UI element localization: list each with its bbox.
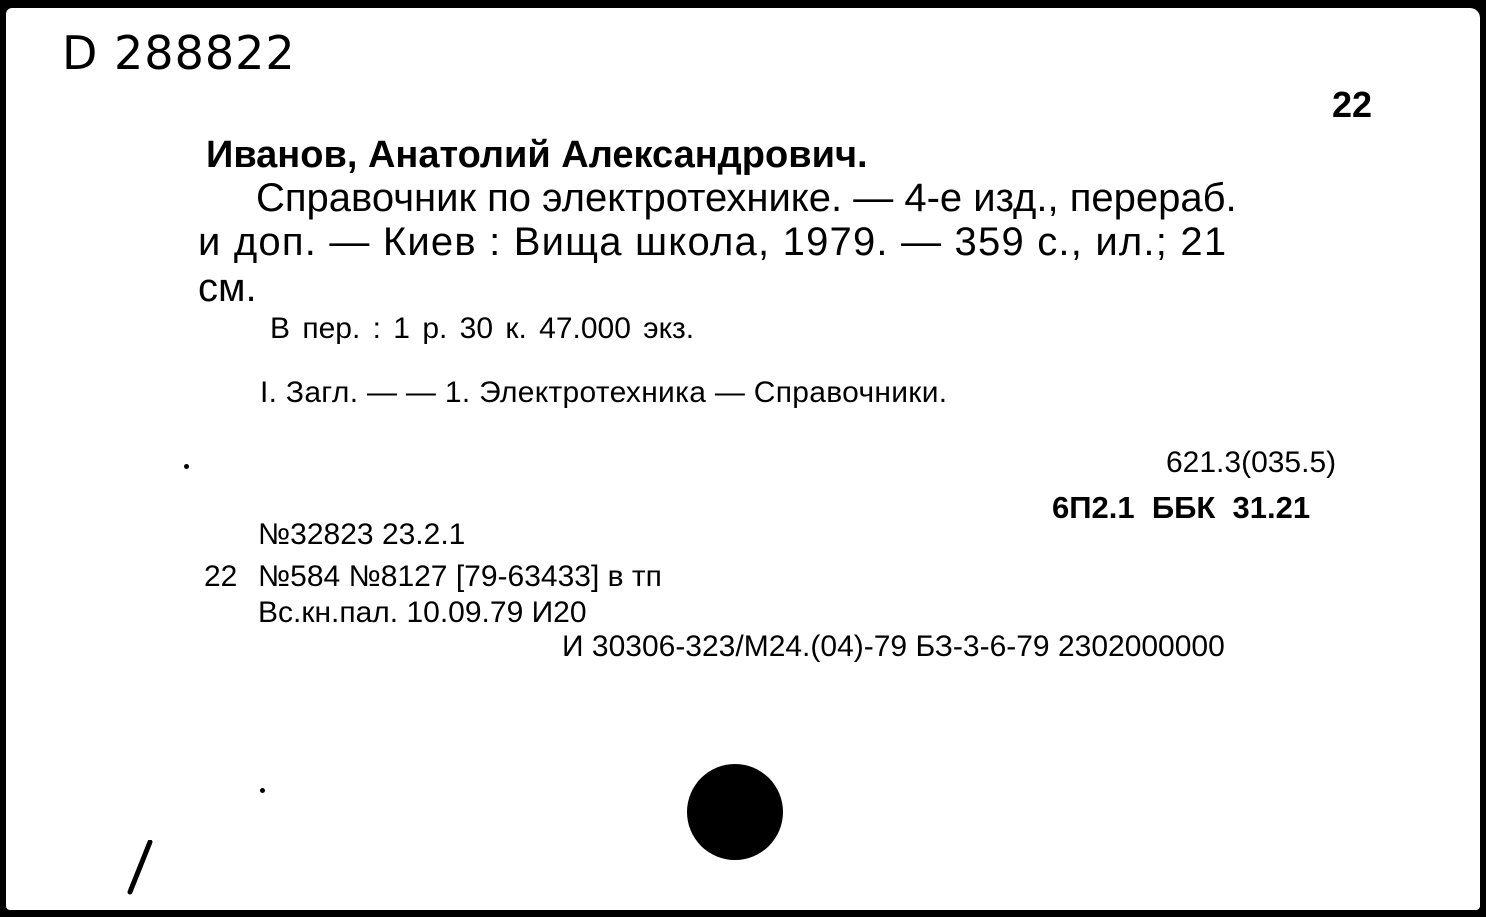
- card-number: 22: [1332, 84, 1373, 125]
- tech-prefix: 22: [204, 560, 238, 593]
- stamp-number: D 288822: [62, 26, 296, 80]
- tech-line-2: №584 №8127 [79-63433] в тп: [258, 560, 662, 593]
- catalog-card: [6, 8, 1480, 910]
- tech-line-1: №32823 23.2.1: [258, 518, 466, 551]
- udc-code: 621.3(035.5): [1166, 446, 1337, 479]
- title-line-1: Справочник по электротехнике. — 4-е изд., перераб.: [256, 176, 1237, 220]
- ink-speck: [184, 464, 189, 469]
- pencil-mark: [124, 840, 156, 896]
- title-line-2: и доп. — Киев : Вища школа, 1979. — 359 с., ил.; 21: [198, 220, 1228, 264]
- ink-speck: [260, 788, 265, 793]
- bbk-classification: 6П2.1 ББК 31.21: [1052, 490, 1311, 525]
- tech-line-4: И 30306-323/М24.(04)-79 БЗ-3-6-79 2302000000: [562, 630, 1225, 663]
- subject-headings: I. Загл. — — 1. Электротехника — Справочники.: [260, 376, 948, 409]
- price-and-print-run: В пер. : 1 р. 30 к. 47.000 экз.: [270, 312, 695, 345]
- tech-line-3: Вс.кн.пал. 10.09.79 И20: [258, 596, 587, 629]
- author-heading: Иванов, Анатолий Александрович.: [206, 134, 868, 176]
- punch-hole: [687, 764, 783, 860]
- title-line-3: см.: [198, 266, 257, 310]
